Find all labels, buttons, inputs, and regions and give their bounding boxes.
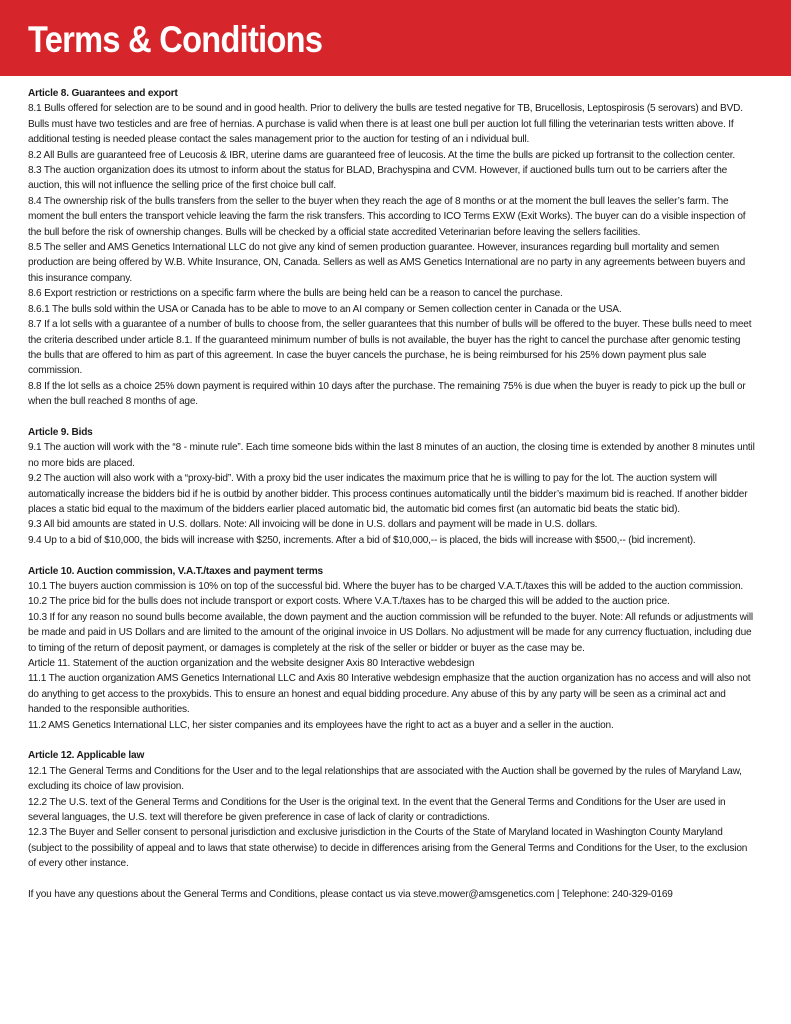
clause-8-6-1: 8.6.1 The bulls sold within the USA or Canada has to be able to move to an AI company or Semen collection center in Canada or the USA. xyxy=(28,303,622,315)
clause-9-2: 9.2 The auction will also work with a “proxy-bid”. With a proxy bid the user indicates the maximum price that he is willing to pay for the lot. The auction system will automatically increase the bidders bid if he is outbid by another bidder. This process continues automatically until the bidder’s maximum bid is reached. If another bidder places a static bid equal to the maximum of the bidders earlier placed automatic bid, the automatic bid comes first (an automatic bid beats the static bid). xyxy=(28,473,748,515)
clause-10-2: 10.2 The price bid for the bulls does not include transport or export costs. Where V.A.T./taxes has to be charged this will be added to the auction price. xyxy=(28,596,670,608)
clause-11-2: 11.2 AMS Genetics International LLC, her sister companies and its employees have the right to act as a buyer and a seller in the auction. xyxy=(28,719,614,731)
clause-8-5: 8.5 The seller and AMS Genetics International LLC do not give any kind of semen production guarantee. However, insurances regarding bull mortality and semen production are being offered by W.B. White Insurance, ON, Canada. Sellers as well as AMS Genetics International are no party in any agreements between buyers and this insurance company. xyxy=(28,242,746,284)
section-gap xyxy=(28,548,756,563)
clause-12-3: 12.3 The Buyer and Seller consent to personal jurisdiction and exclusive jurisdiction in the Courts of the State of Maryland located in Washington County Maryland (subject to the possibility of appeal and to laws that state otherwise) to decide in differences arising from the General Terms and Conditions for the User, to the exclusion of every other instance. xyxy=(28,827,748,870)
article-12-heading: Article 12. Applicable law xyxy=(28,750,145,762)
page-title: Terms & Conditions xyxy=(28,19,323,60)
clause-8-1: 8.1 Bulls offered for selection are to be sound and in good health. Prior to delivery the bulls are tested negative for TB, Brucellosis, Leptospirosis (5 serovars) and BVD. Bulls must have two testicles and are free of hernias. A purchase is valid when there is at least one bull per auction lot full filling the veterinarian tests written above. If additional testing is needed please contact the sales management prior to the auction for testing of an i ndividual bull. xyxy=(28,103,743,146)
article-8-heading: Article 8. Guarantees and export xyxy=(28,88,178,99)
header-banner xyxy=(0,0,791,76)
clause-8-4: 8.4 The ownership risk of the bulls transfers from the seller to the buyer when they reach the age of 8 months or at the moment the bull leaves the seller’s farm. The moment the bull enters the transport vehicle leaving the farm the risk transfers. This according to ICO Terms EXW (Exit Works). The buyer can do a visible inspection of the bull before the risk of ownership changes. Bulls will be checked by a official state accredited Veterinarian before leaving the sellers facilities. xyxy=(28,195,746,238)
clause-10-3: 10.3 If for any reason no sound bulls become available, the down payment and the auction commission will be refunded to the buyer. Note: All refunds or adjustments will be made and paid in US Dollars and are limited to the amount of the original invoice in US Dollars. No adjustment will be made for any currency fluctuation, including due to timing of the return of deposit payment, or damages is completely at the risk of the seller or bidder or buyer as the case may be. xyxy=(28,611,753,654)
section-gap xyxy=(28,733,756,748)
terms-content xyxy=(28,86,756,902)
clause-9-4: 9.4 Up to a bid of $10,000, the bids will increase with $250, increments. After a bid of $10,000,-- is placed, the bids will increase with $500,-- (bid increment). xyxy=(28,534,696,546)
clause-9-1: 9.1 The auction will work with the “8 - minute rule”. Each time someone bids within the last 8 minutes of an auction, the closing time is extended by another 8 minutes until no more bids are placed. xyxy=(28,442,755,469)
clause-8-7: 8.7 If a lot sells with a guarantee of a number of bulls to choose from, the seller guarantees that this number of bulls will be offered to the buyer. These bulls need to meet the criteria described under article 8.1. If the guaranteed minimum number of bulls is not available, the buyer has the right to cancel the purchase after genomic testing the bulls that are offered to him as part of this agreement. In case the buyer cancels the purchase, he is being reimbursed for his 25% down payment plus sale commission. xyxy=(28,319,752,377)
clause-12-1: 12.1 The General Terms and Conditions for the User and to the legal relationships that are associated with the Auction shall be governed by the rules of Maryland Law, excluding its choice of law provision. xyxy=(28,765,742,793)
clause-9-3: 9.3 All bid amounts are stated in U.S. dollars. Note: All invoicing will be done in U.S. dollars and payment will be made in U.S. dollars. xyxy=(28,519,598,531)
clause-8-2: 8.2 All Bulls are guaranteed free of Leucosis & IBR, uterine dams are guaranteed free of leucosis. At the time the bulls are picked up fortransit to the collection center. xyxy=(28,149,736,161)
article-11-heading: Article 11. Statement of the auction organization and the website designer Axis 80 Interactive webdesign xyxy=(28,658,475,669)
clause-10-1: 10.1 The buyers auction commission is 10% on top of the successful bid. Where the buyer has to be charged V.A.T./taxes this will be added to the auction commission. xyxy=(28,580,744,592)
clause-11-1: 11.1 The auction organization AMS Genetics International LLC and Axis 80 Interative webdesign emphasize that the auction organization has no access and will also not do anything to get access to the proxybids. This to ensure an honest and equal bidding procedure. Any abuse of this by any party will be seen as a criminal act and handed to the responsible authorities. xyxy=(28,673,751,716)
clause-8-6: 8.6 Export restriction or restrictions on a specific farm where the bulls are being held can be a reason to cancel the purchase. xyxy=(28,288,563,300)
clause-8-3: 8.3 The auction organization does its utmost to inform about the status for BLAD, Brachyspina and CVM. However, if auctioned bulls turn out to be carriers after the auction, this will not influence the selling price of the first choice bull calf. xyxy=(28,165,728,192)
article-10-heading: Article 10. Auction commission, V.A.T./taxes and payment terms xyxy=(28,565,323,577)
contact-footer: If you have any questions about the General Terms and Conditions, please contact us via steve.mower@amsgenetics.com | Telephone: 240-329-0169 xyxy=(28,889,673,901)
article-9-heading: Article 9. Bids xyxy=(28,426,93,438)
clause-12-2: 12.2 The U.S. text of the General Terms and Conditions for the User is the original text. In the event that the General Terms and Conditions for the User are used in several languages, the U.S. text will therefore be given preference in case of lack of clarity or contradictions. xyxy=(28,796,726,824)
section-gap xyxy=(28,410,756,425)
clause-8-8: 8.8 If the lot sells as a choice 25% down payment is required within 10 days after the purchase. The remaining 75% is due when the buyer is ready to pick up the bull or when the bull reached 8 months of age. xyxy=(28,380,746,408)
